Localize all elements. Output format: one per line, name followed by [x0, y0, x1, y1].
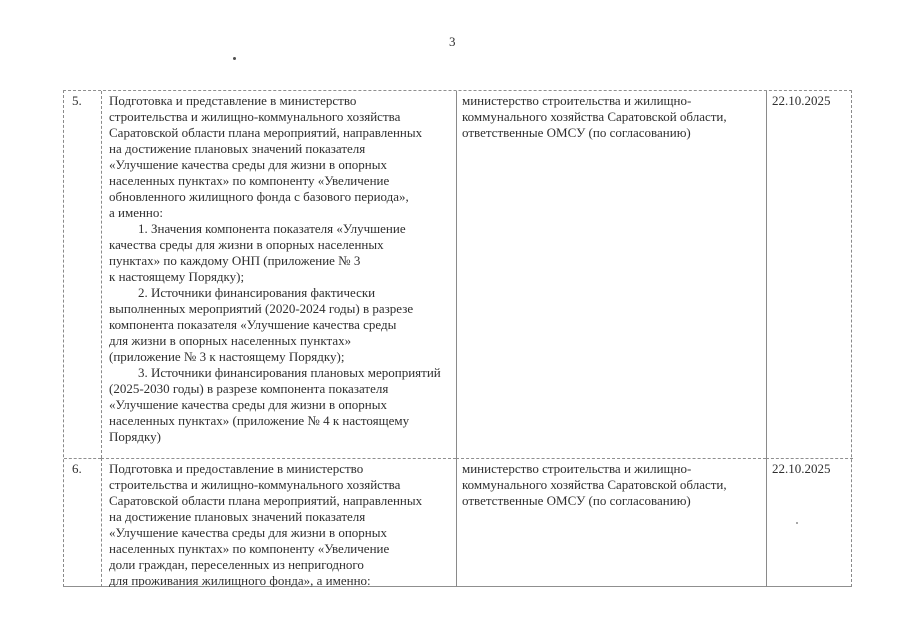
text-line: ответственные ОМСУ (по согласованию) — [462, 125, 691, 140]
scan-speck — [796, 522, 798, 524]
text-line: строительства и жилищно-коммунального хозяйства — [109, 109, 401, 124]
text-line: выполненных мероприятий (2020-2024 годы) в разрезе — [109, 301, 414, 316]
responsible-cell — [456, 458, 766, 587]
page-number: 3 — [449, 34, 456, 49]
text-line: качества среды для жизни в опорных населенных — [109, 237, 384, 252]
text-line: Подготовка и предоставление в министерство — [109, 461, 364, 476]
text-line: на достижение плановых значений показателя — [109, 509, 366, 524]
text-line: «Улучшение качества среды для жизни в опорных — [109, 525, 387, 540]
text-line: «Улучшение качества среды для жизни в опорных — [109, 157, 387, 172]
text-line: 3. Источники финансирования плановых мероприятий — [138, 365, 441, 380]
text-line: Подготовка и представление в министерство — [109, 93, 357, 108]
text-line: а именно: — [109, 205, 163, 220]
text-line: коммунального хозяйства Саратовской области, — [462, 109, 727, 124]
row-number-cell: 6. — [64, 458, 101, 587]
text-line: пунктах» по каждому ОНП (приложение № 3 — [109, 253, 361, 268]
text-line: Саратовской области плана мероприятий, направленных — [109, 493, 423, 508]
text-line: Саратовской области плана мероприятий, направленных — [109, 125, 423, 140]
text-line: населенных пунктах» (приложение № 4 к настоящему — [109, 413, 410, 428]
text-line: строительства и жилищно-коммунального хозяйства — [109, 477, 401, 492]
text-line: ответственные ОМСУ (по согласованию) — [462, 493, 691, 508]
text-line: Порядку) — [109, 429, 161, 444]
text-line: населенных пунктах» по компоненту «Увеличение — [109, 173, 390, 188]
text-line: министерство строительства и жилищно- — [462, 93, 692, 108]
activities-table — [63, 90, 852, 587]
text-line: 1. Значения компонента показателя «Улучшение — [138, 221, 406, 236]
text-line: «Улучшение качества среды для жизни в опорных — [109, 397, 387, 412]
text-line: министерство строительства и жилищно- — [462, 461, 692, 476]
text-line: (2025-2030 годы) в разрезе компонента показателя — [109, 381, 389, 396]
text-line: к настоящему Порядку); — [109, 269, 245, 284]
text-line: (приложение № 3 к настоящему Порядку); — [109, 349, 345, 364]
date-cell: 22.10.2025 — [766, 91, 853, 458]
text-line: 2. Источники финансирования фактически — [138, 285, 376, 300]
text-line: доли граждан, переселенных из непригодного — [109, 557, 364, 572]
row-number-cell: 5. — [72, 93, 82, 108]
responsible-cell — [456, 91, 766, 458]
date-cell: 22.10.2025 — [766, 458, 853, 587]
text-line: обновленного жилищного фонда с базового периода», — [109, 189, 409, 204]
scan-speck — [233, 57, 236, 60]
text-line: на достижение плановых значений показателя — [109, 141, 366, 156]
text-line: населенных пунктах» по компоненту «Увеличение — [109, 541, 390, 556]
text-line: компонента показателя «Улучшение качества среды — [109, 317, 397, 332]
activity-cell — [101, 458, 456, 587]
text-line: для проживания жилищного фонда», а именно: — [109, 573, 371, 587]
text-line: коммунального хозяйства Саратовской области, — [462, 477, 727, 492]
activity-cell — [101, 91, 456, 458]
text-line: для жизни в опорных населенных пунктах» — [109, 333, 352, 348]
